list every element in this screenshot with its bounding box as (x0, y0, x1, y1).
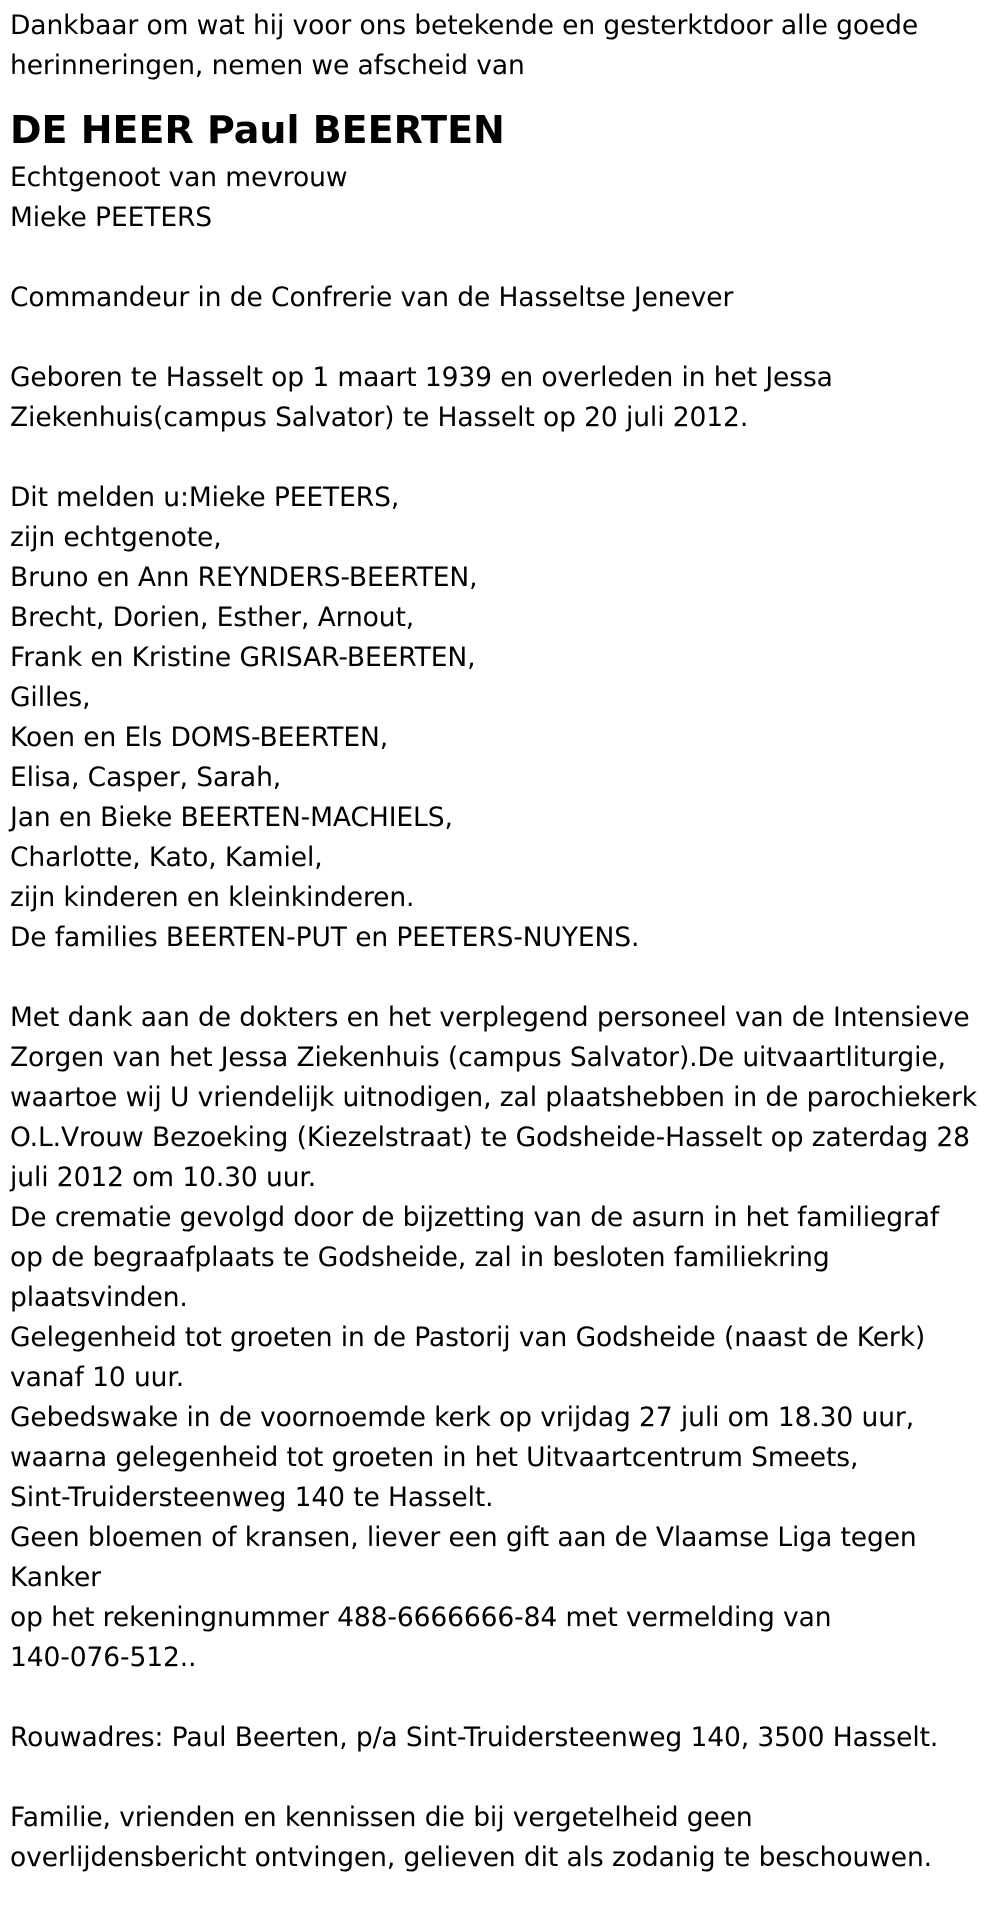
spacer (10, 438, 1000, 478)
birth-death-text (10, 358, 1000, 438)
spacer (10, 318, 1000, 358)
spouse-line: Mieke PEETERS (10, 202, 212, 233)
details-line: juli 2012 om 10.30 uur. (10, 1162, 317, 1193)
family-line: Elisa, Casper, Sarah, (10, 762, 282, 793)
intro-text (10, 6, 1000, 86)
intro-line: herinneringen, nemen we afscheid van (10, 50, 525, 81)
spouse-text (10, 158, 1000, 238)
details-line: plaatsvinden. (10, 1282, 188, 1313)
family-line: Dit melden u:Mieke PEETERS, (10, 482, 400, 513)
family-line: Gilles, (10, 682, 91, 713)
spacer (10, 958, 1000, 998)
details-line: waartoe wij U vriendelijk uitnodigen, zal plaatshebben in de parochiekerk (10, 1082, 978, 1113)
birth-death-line: Ziekenhuis(campus Salvator) te Hasselt op 20 juli 2012. (10, 402, 749, 433)
title-line: Commandeur in de Confrerie van de Hasseltse Jenever (10, 282, 734, 313)
closing-text (10, 1798, 1000, 1878)
intro-line: Dankbaar om wat hij voor ons betekende en gesterktdoor alle goede (10, 10, 919, 41)
details-line: 140-076-512.. (10, 1642, 197, 1673)
details-line: De crematie gevolgd door de bijzetting van de asurn in het familiegraf (10, 1202, 940, 1233)
family-line: Charlotte, Kato, Kamiel, (10, 842, 323, 873)
details-line: Geen bloemen of kransen, liever een gift aan de Vlaamse Liga tegen (10, 1522, 917, 1553)
details-line: op het rekeningnummer 488-6666666-84 met vermelding van (10, 1602, 832, 1633)
birth-death-line: Geboren te Hasselt op 1 maart 1939 en overleden in het Jessa (10, 362, 833, 393)
closing-line: Familie, vrienden en kennissen die bij vergetelheid geen (10, 1802, 753, 1833)
details-line: Met dank aan de dokters en het verplegend personeel van de Intensieve (10, 1002, 970, 1033)
closing-line: overlijdensbericht ontvingen, gelieven dit als zodanig te beschouwen. (10, 1842, 932, 1873)
spouse-line: Echtgenoot van mevrouw (10, 162, 348, 193)
details-line: Gebedswake in de voornoemde kerk op vrijdag 27 juli om 18.30 uur, (10, 1402, 915, 1433)
family-line: Frank en Kristine GRISAR-BEERTEN, (10, 642, 476, 673)
details-line: vanaf 10 uur. (10, 1362, 185, 1393)
details-line: Zorgen van het Jessa Ziekenhuis (campus Salvator).De uitvaartliturgie, (10, 1042, 946, 1073)
details-line: O.L.Vrouw Bezoeking (Kiezelstraat) te Godsheide-Hasselt op zaterdag 28 (10, 1122, 970, 1153)
details-line: Gelegenheid tot groeten in de Pastorij van Godsheide (naast de Kerk) (10, 1322, 926, 1353)
spacer (10, 1678, 1000, 1718)
family-line: Koen en Els DOMS-BEERTEN, (10, 722, 389, 753)
mourning-address: Rouwadres: Paul Beerten, p/a Sint-Truidersteenweg 140, 3500 Hasselt. (10, 1722, 939, 1753)
spacer (10, 238, 1000, 278)
family-line: Bruno en Ann REYNDERS-BEERTEN, (10, 562, 478, 593)
family-list (10, 478, 1000, 958)
family-line: Jan en Bieke BEERTEN-MACHIELS, (10, 802, 453, 833)
details-line: Sint-Truidersteenweg 140 te Hasselt. (10, 1482, 494, 1513)
family-line: Brecht, Dorien, Esther, Arnout, (10, 602, 415, 633)
details-line: waarna gelegenheid tot groeten in het Uitvaartcentrum Smeets, (10, 1442, 859, 1473)
details-line: Kanker (10, 1562, 101, 1593)
family-line: zijn echtgenote, (10, 522, 222, 553)
deceased-name: DE HEER Paul BEERTEN (10, 108, 505, 152)
details-text (10, 998, 1000, 1678)
family-line: De families BEERTEN-PUT en PEETERS-NUYENS. (10, 922, 640, 953)
family-line: zijn kinderen en kleinkinderen. (10, 882, 415, 913)
details-line: op de begraafplaats te Godsheide, zal in besloten familiekring (10, 1242, 830, 1273)
spacer (10, 1758, 1000, 1798)
